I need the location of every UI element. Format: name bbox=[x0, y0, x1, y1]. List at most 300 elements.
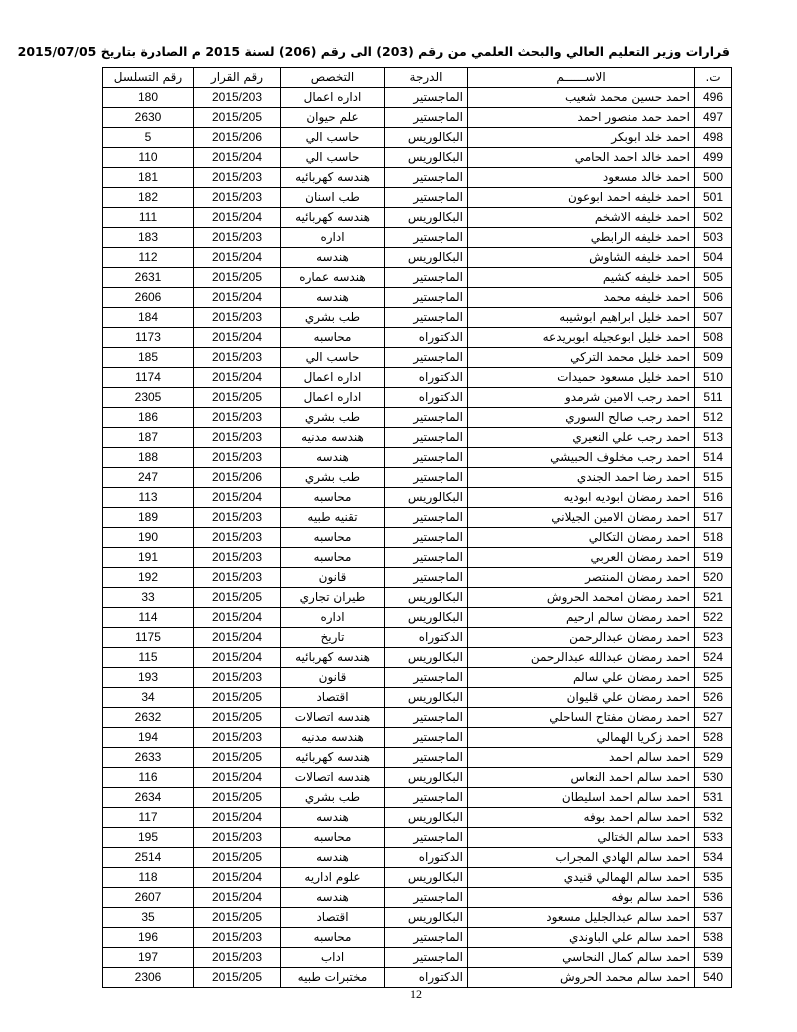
cell-degree: البكالوريس bbox=[385, 588, 468, 608]
cell-serial: 117 bbox=[103, 808, 194, 828]
table-row bbox=[103, 648, 732, 668]
table-row bbox=[103, 308, 732, 328]
table-row bbox=[103, 908, 732, 928]
cell-name: احمد سالم الختالي bbox=[468, 828, 695, 848]
cell-decision: 2015/204 bbox=[194, 148, 281, 168]
cell-degree: الماجستير bbox=[385, 568, 468, 588]
table-row bbox=[103, 408, 732, 428]
cell-decision: 2015/203 bbox=[194, 428, 281, 448]
cell-degree: الماجستير bbox=[385, 888, 468, 908]
cell-no: 516 bbox=[695, 488, 732, 508]
cell-degree: الماجستير bbox=[385, 728, 468, 748]
cell-name: احمد خالد مسعود bbox=[468, 168, 695, 188]
cell-name: احمد رمضان التكالي bbox=[468, 528, 695, 548]
cell-decision: 2015/204 bbox=[194, 868, 281, 888]
cell-no: 539 bbox=[695, 948, 732, 968]
cell-serial: 183 bbox=[103, 228, 194, 248]
cell-specialty: علم حيوان bbox=[281, 108, 385, 128]
cell-specialty: هندسه عماره bbox=[281, 268, 385, 288]
cell-specialty: اداره اعمال bbox=[281, 88, 385, 108]
cell-specialty: طب بشري bbox=[281, 788, 385, 808]
cell-degree: الماجستير bbox=[385, 228, 468, 248]
table-row bbox=[103, 788, 732, 808]
cell-degree: البكالوريس bbox=[385, 688, 468, 708]
cell-degree: الماجستير bbox=[385, 948, 468, 968]
cell-serial: 185 bbox=[103, 348, 194, 368]
cell-serial: 2607 bbox=[103, 888, 194, 908]
cell-serial: 192 bbox=[103, 568, 194, 588]
cell-no: 524 bbox=[695, 648, 732, 668]
cell-degree: الماجستير bbox=[385, 468, 468, 488]
cell-decision: 2015/203 bbox=[194, 568, 281, 588]
cell-name: احمد خليل ابراهيم ابوشيبه bbox=[468, 308, 695, 328]
cell-serial: 196 bbox=[103, 928, 194, 948]
cell-degree: البكالوريس bbox=[385, 128, 468, 148]
table-row bbox=[103, 268, 732, 288]
cell-degree: البكالوريس bbox=[385, 148, 468, 168]
cell-name: احمد خليفه الشاوش bbox=[468, 248, 695, 268]
cell-decision: 2015/205 bbox=[194, 268, 281, 288]
cell-serial: 2514 bbox=[103, 848, 194, 868]
cell-decision: 2015/203 bbox=[194, 168, 281, 188]
cell-degree: الماجستير bbox=[385, 708, 468, 728]
table-row bbox=[103, 828, 732, 848]
header-no: ت. bbox=[695, 68, 732, 88]
cell-specialty: هندسه bbox=[281, 848, 385, 868]
cell-no: 533 bbox=[695, 828, 732, 848]
cell-degree: الماجستير bbox=[385, 88, 468, 108]
table-row bbox=[103, 808, 732, 828]
cell-name: احمد زكريا الهمالي bbox=[468, 728, 695, 748]
cell-specialty: هندسه bbox=[281, 448, 385, 468]
cell-degree: الماجستير bbox=[385, 548, 468, 568]
table-row bbox=[103, 388, 732, 408]
cell-specialty: هندسه كهربائيه bbox=[281, 208, 385, 228]
cell-degree: الماجستير bbox=[385, 288, 468, 308]
cell-no: 501 bbox=[695, 188, 732, 208]
cell-name: احمد سالم محمد الحروش bbox=[468, 968, 695, 988]
decisions-table bbox=[102, 67, 732, 988]
cell-no: 531 bbox=[695, 788, 732, 808]
table-row bbox=[103, 728, 732, 748]
header-serial: رقم التسلسل bbox=[103, 68, 194, 88]
cell-name: احمد سالم بوفه bbox=[468, 888, 695, 908]
table-row bbox=[103, 468, 732, 488]
cell-serial: 116 bbox=[103, 768, 194, 788]
cell-decision: 2015/204 bbox=[194, 368, 281, 388]
cell-serial: 2630 bbox=[103, 108, 194, 128]
cell-name: احمد سالم الهمالي قنيدي bbox=[468, 868, 695, 888]
cell-no: 521 bbox=[695, 588, 732, 608]
cell-serial: 186 bbox=[103, 408, 194, 428]
cell-no: 538 bbox=[695, 928, 732, 948]
cell-decision: 2015/203 bbox=[194, 528, 281, 548]
table-row bbox=[103, 368, 732, 388]
cell-specialty: هندسه كهربائيه bbox=[281, 648, 385, 668]
cell-no: 529 bbox=[695, 748, 732, 768]
cell-decision: 2015/206 bbox=[194, 128, 281, 148]
cell-degree: الدكتوراه bbox=[385, 968, 468, 988]
table-row bbox=[103, 208, 732, 228]
table-row bbox=[103, 168, 732, 188]
table-row bbox=[103, 888, 732, 908]
cell-no: 534 bbox=[695, 848, 732, 868]
cell-name: احمد رمضان عبدالرحمن bbox=[468, 628, 695, 648]
cell-decision: 2015/203 bbox=[194, 228, 281, 248]
cell-name: احمد رمضان سالم ارحيم bbox=[468, 608, 695, 628]
header-decision: رقم القرار bbox=[194, 68, 281, 88]
table-row bbox=[103, 348, 732, 368]
cell-no: 540 bbox=[695, 968, 732, 988]
cell-name: احمد خليفه كشيم bbox=[468, 268, 695, 288]
table-row bbox=[103, 288, 732, 308]
cell-no: 518 bbox=[695, 528, 732, 548]
cell-specialty: طب بشري bbox=[281, 408, 385, 428]
cell-degree: البكالوريس bbox=[385, 608, 468, 628]
cell-degree: الماجستير bbox=[385, 928, 468, 948]
cell-serial: 195 bbox=[103, 828, 194, 848]
table-row bbox=[103, 608, 732, 628]
table-row bbox=[103, 248, 732, 268]
table-row bbox=[103, 548, 732, 568]
cell-degree: الماجستير bbox=[385, 448, 468, 468]
cell-degree: الدكتوراه bbox=[385, 628, 468, 648]
cell-serial: 1173 bbox=[103, 328, 194, 348]
cell-serial: 2631 bbox=[103, 268, 194, 288]
cell-specialty: اقتصاد bbox=[281, 908, 385, 928]
cell-degree: الماجستير bbox=[385, 508, 468, 528]
cell-name: احمد خليفه الرابطي bbox=[468, 228, 695, 248]
document-title: قرارات وزير التعليم العالي والبحث العلمي من رقم (203) الى رقم (206) لسنة 2015 م الصادرة بتاريخ 2015/07/05 bbox=[17, 44, 730, 59]
header-degree: الدرجة bbox=[385, 68, 468, 88]
cell-name: احمد رمضان علي سالم bbox=[468, 668, 695, 688]
table-row bbox=[103, 708, 732, 728]
table-row bbox=[103, 448, 732, 468]
cell-specialty: مختبرات طبيه bbox=[281, 968, 385, 988]
table-row bbox=[103, 768, 732, 788]
cell-degree: الماجستير bbox=[385, 408, 468, 428]
cell-name: احمد رمضان الامين الجيلاني bbox=[468, 508, 695, 528]
table-row bbox=[103, 748, 732, 768]
cell-specialty: اقتصاد bbox=[281, 688, 385, 708]
cell-decision: 2015/203 bbox=[194, 448, 281, 468]
cell-name: احمد خليل مسعود حميدات bbox=[468, 368, 695, 388]
cell-name: احمد رجب علي النعيري bbox=[468, 428, 695, 448]
cell-name: احمد حمد منصور احمد bbox=[468, 108, 695, 128]
cell-serial: 1174 bbox=[103, 368, 194, 388]
cell-no: 505 bbox=[695, 268, 732, 288]
cell-name: احمد رمضان المنتصر bbox=[468, 568, 695, 588]
cell-serial: 181 bbox=[103, 168, 194, 188]
table-row bbox=[103, 848, 732, 868]
cell-decision: 2015/203 bbox=[194, 308, 281, 328]
cell-decision: 2015/205 bbox=[194, 968, 281, 988]
header-specialty: التخصص bbox=[281, 68, 385, 88]
table-row bbox=[103, 628, 732, 648]
cell-decision: 2015/205 bbox=[194, 748, 281, 768]
cell-no: 509 bbox=[695, 348, 732, 368]
cell-no: 520 bbox=[695, 568, 732, 588]
cell-specialty: هندسه اتصالات bbox=[281, 708, 385, 728]
cell-serial: 34 bbox=[103, 688, 194, 708]
cell-serial: 2634 bbox=[103, 788, 194, 808]
cell-decision: 2015/205 bbox=[194, 708, 281, 728]
cell-no: 526 bbox=[695, 688, 732, 708]
cell-specialty: اداره اعمال bbox=[281, 388, 385, 408]
cell-no: 532 bbox=[695, 808, 732, 828]
cell-decision: 2015/204 bbox=[194, 488, 281, 508]
cell-name: احمد رمضان ابوديه ابوديه bbox=[468, 488, 695, 508]
page-number: 12 bbox=[410, 987, 422, 1001]
cell-serial: 2306 bbox=[103, 968, 194, 988]
cell-decision: 2015/204 bbox=[194, 808, 281, 828]
cell-serial: 191 bbox=[103, 548, 194, 568]
cell-decision: 2015/204 bbox=[194, 768, 281, 788]
cell-serial: 187 bbox=[103, 428, 194, 448]
cell-decision: 2015/203 bbox=[194, 348, 281, 368]
cell-name: احمد رجب مخلوف الحبيشي bbox=[468, 448, 695, 468]
cell-decision: 2015/204 bbox=[194, 628, 281, 648]
cell-degree: الماجستير bbox=[385, 268, 468, 288]
cell-serial: 194 bbox=[103, 728, 194, 748]
cell-degree: الماجستير bbox=[385, 168, 468, 188]
cell-specialty: قانون bbox=[281, 568, 385, 588]
table-row bbox=[103, 968, 732, 988]
cell-specialty: محاسبه bbox=[281, 828, 385, 848]
cell-serial: 190 bbox=[103, 528, 194, 548]
cell-decision: 2015/203 bbox=[194, 668, 281, 688]
table-row bbox=[103, 868, 732, 888]
header-name: الاســــــم bbox=[468, 68, 695, 88]
cell-specialty: اداره اعمال bbox=[281, 368, 385, 388]
cell-specialty: طب بشري bbox=[281, 468, 385, 488]
cell-serial: 112 bbox=[103, 248, 194, 268]
cell-no: 517 bbox=[695, 508, 732, 528]
table-row bbox=[103, 228, 732, 248]
cell-serial: 184 bbox=[103, 308, 194, 328]
cell-name: احمد رمضان مفتاح الساحلي bbox=[468, 708, 695, 728]
cell-specialty: اداره bbox=[281, 608, 385, 628]
cell-no: 514 bbox=[695, 448, 732, 468]
cell-specialty: محاسبه bbox=[281, 928, 385, 948]
cell-decision: 2015/204 bbox=[194, 288, 281, 308]
table-row bbox=[103, 488, 732, 508]
cell-decision: 2015/205 bbox=[194, 388, 281, 408]
cell-degree: البكالوريس bbox=[385, 808, 468, 828]
table-row bbox=[103, 188, 732, 208]
cell-degree: الماجستير bbox=[385, 428, 468, 448]
cell-specialty: محاسبه bbox=[281, 548, 385, 568]
cell-degree: البكالوريس bbox=[385, 248, 468, 268]
cell-no: 528 bbox=[695, 728, 732, 748]
cell-serial: 180 bbox=[103, 88, 194, 108]
cell-serial: 189 bbox=[103, 508, 194, 528]
cell-specialty: حاسب الي bbox=[281, 128, 385, 148]
cell-no: 498 bbox=[695, 128, 732, 148]
cell-degree: الماجستير bbox=[385, 828, 468, 848]
cell-no: 530 bbox=[695, 768, 732, 788]
cell-decision: 2015/203 bbox=[194, 88, 281, 108]
cell-specialty: هندسه bbox=[281, 248, 385, 268]
table-row bbox=[103, 328, 732, 348]
cell-degree: البكالوريس bbox=[385, 208, 468, 228]
cell-degree: الماجستير bbox=[385, 788, 468, 808]
cell-no: 503 bbox=[695, 228, 732, 248]
cell-decision: 2015/204 bbox=[194, 608, 281, 628]
cell-name: احمد رضا احمد الجندي bbox=[468, 468, 695, 488]
cell-degree: الماجستير bbox=[385, 348, 468, 368]
cell-degree: البكالوريس bbox=[385, 488, 468, 508]
cell-specialty: قانون bbox=[281, 668, 385, 688]
cell-degree: الماجستير bbox=[385, 668, 468, 688]
cell-serial: 114 bbox=[103, 608, 194, 628]
cell-decision: 2015/204 bbox=[194, 208, 281, 228]
cell-decision: 2015/205 bbox=[194, 588, 281, 608]
cell-specialty: هندسه مدنيه bbox=[281, 728, 385, 748]
cell-no: 512 bbox=[695, 408, 732, 428]
table-row bbox=[103, 148, 732, 168]
cell-name: احمد خليفه محمد bbox=[468, 288, 695, 308]
cell-name: احمد سالم الهادي المجراب bbox=[468, 848, 695, 868]
cell-degree: الدكتوراه bbox=[385, 368, 468, 388]
cell-name: احمد خليفه الاشخم bbox=[468, 208, 695, 228]
cell-serial: 247 bbox=[103, 468, 194, 488]
cell-name: احمد سالم كمال النحاسي bbox=[468, 948, 695, 968]
cell-decision: 2015/203 bbox=[194, 928, 281, 948]
cell-decision: 2015/203 bbox=[194, 828, 281, 848]
cell-decision: 2015/203 bbox=[194, 188, 281, 208]
cell-serial: 118 bbox=[103, 868, 194, 888]
cell-decision: 2015/203 bbox=[194, 548, 281, 568]
cell-serial: 113 bbox=[103, 488, 194, 508]
cell-degree: الماجستير bbox=[385, 528, 468, 548]
cell-no: 527 bbox=[695, 708, 732, 728]
table-row bbox=[103, 428, 732, 448]
cell-specialty: هندسه bbox=[281, 888, 385, 908]
cell-name: احمد سالم عبدالجليل مسعود bbox=[468, 908, 695, 928]
cell-name: احمد خليل ابوعجيله ابوبريدعه bbox=[468, 328, 695, 348]
cell-decision: 2015/203 bbox=[194, 728, 281, 748]
cell-no: 511 bbox=[695, 388, 732, 408]
cell-specialty: هندسه كهربائيه bbox=[281, 748, 385, 768]
cell-name: احمد خليل محمد التركي bbox=[468, 348, 695, 368]
cell-specialty: علوم اداريه bbox=[281, 868, 385, 888]
cell-decision: 2015/203 bbox=[194, 408, 281, 428]
cell-no: 535 bbox=[695, 868, 732, 888]
cell-degree: الماجستير bbox=[385, 308, 468, 328]
cell-no: 536 bbox=[695, 888, 732, 908]
cell-name: احمد سالم احمد اسليطان bbox=[468, 788, 695, 808]
table-row bbox=[103, 508, 732, 528]
cell-decision: 2015/204 bbox=[194, 648, 281, 668]
cell-name: احمد سالم احمد bbox=[468, 748, 695, 768]
cell-no: 522 bbox=[695, 608, 732, 628]
cell-degree: الماجستير bbox=[385, 188, 468, 208]
cell-decision: 2015/205 bbox=[194, 848, 281, 868]
table-row bbox=[103, 568, 732, 588]
cell-serial: 2606 bbox=[103, 288, 194, 308]
cell-specialty: محاسبه bbox=[281, 328, 385, 348]
cell-specialty: طب اسنان bbox=[281, 188, 385, 208]
table-row bbox=[103, 108, 732, 128]
cell-serial: 188 bbox=[103, 448, 194, 468]
cell-serial: 110 bbox=[103, 148, 194, 168]
cell-name: احمد سالم علي الباوندي bbox=[468, 928, 695, 948]
cell-decision: 2015/204 bbox=[194, 328, 281, 348]
cell-no: 499 bbox=[695, 148, 732, 168]
cell-no: 525 bbox=[695, 668, 732, 688]
cell-specialty: اداب bbox=[281, 948, 385, 968]
cell-decision: 2015/206 bbox=[194, 468, 281, 488]
table-row bbox=[103, 88, 732, 108]
cell-name: احمد رجب الامين شرمدو bbox=[468, 388, 695, 408]
cell-no: 537 bbox=[695, 908, 732, 928]
cell-specialty: هندسه bbox=[281, 288, 385, 308]
cell-no: 502 bbox=[695, 208, 732, 228]
cell-no: 506 bbox=[695, 288, 732, 308]
cell-serial: 2633 bbox=[103, 748, 194, 768]
cell-name: احمد رمضان امحمد الحروش bbox=[468, 588, 695, 608]
cell-serial: 33 bbox=[103, 588, 194, 608]
cell-no: 497 bbox=[695, 108, 732, 128]
cell-name: احمد رمضان علي قليوان bbox=[468, 688, 695, 708]
cell-decision: 2015/204 bbox=[194, 888, 281, 908]
cell-name: احمد خلد ابوبكر bbox=[468, 128, 695, 148]
cell-degree: الدكتوراه bbox=[385, 848, 468, 868]
cell-name: احمد رجب صالح السوري bbox=[468, 408, 695, 428]
cell-serial: 111 bbox=[103, 208, 194, 228]
cell-specialty: هندسه كهربائيه bbox=[281, 168, 385, 188]
table-row bbox=[103, 528, 732, 548]
cell-degree: الماجستير bbox=[385, 748, 468, 768]
cell-name: احمد خليفه احمد ابوعون bbox=[468, 188, 695, 208]
table-header-row bbox=[103, 68, 732, 88]
cell-specialty: اداره bbox=[281, 228, 385, 248]
cell-degree: البكالوريس bbox=[385, 908, 468, 928]
cell-specialty: طيران تجاري bbox=[281, 588, 385, 608]
cell-degree: البكالوريس bbox=[385, 768, 468, 788]
cell-name: احمد سالم احمد بوفه bbox=[468, 808, 695, 828]
cell-decision: 2015/203 bbox=[194, 948, 281, 968]
cell-serial: 182 bbox=[103, 188, 194, 208]
table-row bbox=[103, 668, 732, 688]
cell-degree: البكالوريس bbox=[385, 648, 468, 668]
cell-serial: 2305 bbox=[103, 388, 194, 408]
cell-no: 515 bbox=[695, 468, 732, 488]
cell-no: 504 bbox=[695, 248, 732, 268]
cell-decision: 2015/205 bbox=[194, 788, 281, 808]
cell-specialty: هندسه مدنيه bbox=[281, 428, 385, 448]
cell-specialty: محاسبه bbox=[281, 528, 385, 548]
cell-no: 519 bbox=[695, 548, 732, 568]
cell-serial: 1175 bbox=[103, 628, 194, 648]
cell-no: 510 bbox=[695, 368, 732, 388]
table-row bbox=[103, 688, 732, 708]
cell-no: 496 bbox=[695, 88, 732, 108]
cell-no: 500 bbox=[695, 168, 732, 188]
table-row bbox=[103, 128, 732, 148]
cell-name: احمد رمضان عبدالله عبدالرحمن bbox=[468, 648, 695, 668]
cell-no: 507 bbox=[695, 308, 732, 328]
cell-serial: 193 bbox=[103, 668, 194, 688]
cell-specialty: تاريخ bbox=[281, 628, 385, 648]
cell-no: 523 bbox=[695, 628, 732, 648]
cell-degree: الدكتوراه bbox=[385, 388, 468, 408]
cell-serial: 5 bbox=[103, 128, 194, 148]
cell-name: احمد خالد احمد الحامي bbox=[468, 148, 695, 168]
cell-specialty: هندسه اتصالات bbox=[281, 768, 385, 788]
cell-degree: الدكتوراه bbox=[385, 328, 468, 348]
